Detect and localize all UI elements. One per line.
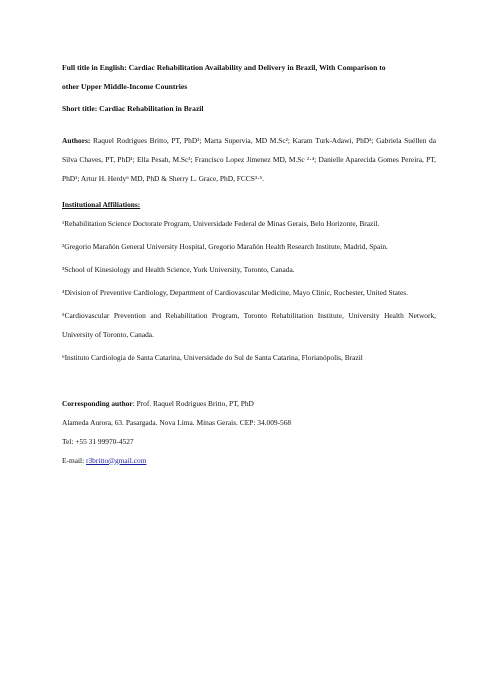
- affiliation-5: ⁵Cardiovascular Prevention and Rehabilitation Program, Toronto Rehabilitation Institute, University Health Network, University of Toronto, Canada.: [62, 310, 436, 339]
- affiliation-1: ¹Rehabilitation Science Doctorate Program, Universidade Federal de Minas Gerais, Belo Horizonte, Brazil.: [62, 218, 380, 228]
- corresponding-author-name: : Prof. Raquel Rodrigues Britto, PT, PhD: [132, 398, 254, 408]
- corresponding-author-label: Corresponding author: [62, 398, 133, 408]
- corresponding-author: [62, 394, 436, 413]
- email-label: E-mail:: [62, 455, 87, 465]
- corresponding-address: Alameda Aurora, 63. Pasargada. Nova Lima. Minas Gerais. CEP: 34.009-568: [62, 417, 292, 427]
- authors-paragraph: [62, 131, 436, 188]
- full-title-line-2: other Upper Middle-Income Countries: [62, 82, 188, 91]
- short-title: Short title: Cardiac Rehabilitation in Brazil: [62, 104, 204, 113]
- affiliation-2: ²Gregorio Marañón General University Hospital, Gregorio Marañón Health Research Institute, Madrid, Spain.: [62, 241, 388, 251]
- document-page: [62, 58, 436, 470]
- authors-list: Raquel Rodrigues Britto, PT, PhD¹; Marta Supervia, MD M.Sc²; Karam Turk-Adawi, PhD³; Gabriela Suéllen da Silva Chaves, PT, PhD¹; Ella Pesah, M.Sc³; Francisco Lopez Jimenez MD, M.Sc ²·⁴; Danielle Aparecida Gomes Pereira, PT, PhD¹; Artur H. Herdy⁶ MD, PhD & Sherry L. Grace, PhD, FCCS³·⁵.: [62, 135, 436, 183]
- affiliation-6: ⁶Instituto Cardiologia de Santa Catarina, Universidade do Sul de Santa Catarina, Florianópolis, Brazil: [62, 352, 363, 362]
- email-link[interactable]: r3britto@gmail.com: [86, 455, 147, 465]
- full-title-line-1: Full title in English: Cardiac Rehabilitation Availability and Delivery in Brazil, With Comparison to: [62, 63, 386, 72]
- corresponding-email: [62, 451, 436, 470]
- authors-label: Authors:: [62, 135, 91, 145]
- affiliation-4: ⁴Division of Preventive Cardiology, Department of Cardiovascular Medicine, Mayo Clinic, Rochester, United States.: [62, 287, 409, 297]
- corresponding-tel: Tel: +55 31 99970-4527: [62, 436, 134, 446]
- affiliations-heading: Institutional Affiliations:: [62, 199, 141, 209]
- affiliation-3: ³School of Kinesiology and Health Science, York University, Toronto, Canada.: [62, 264, 295, 274]
